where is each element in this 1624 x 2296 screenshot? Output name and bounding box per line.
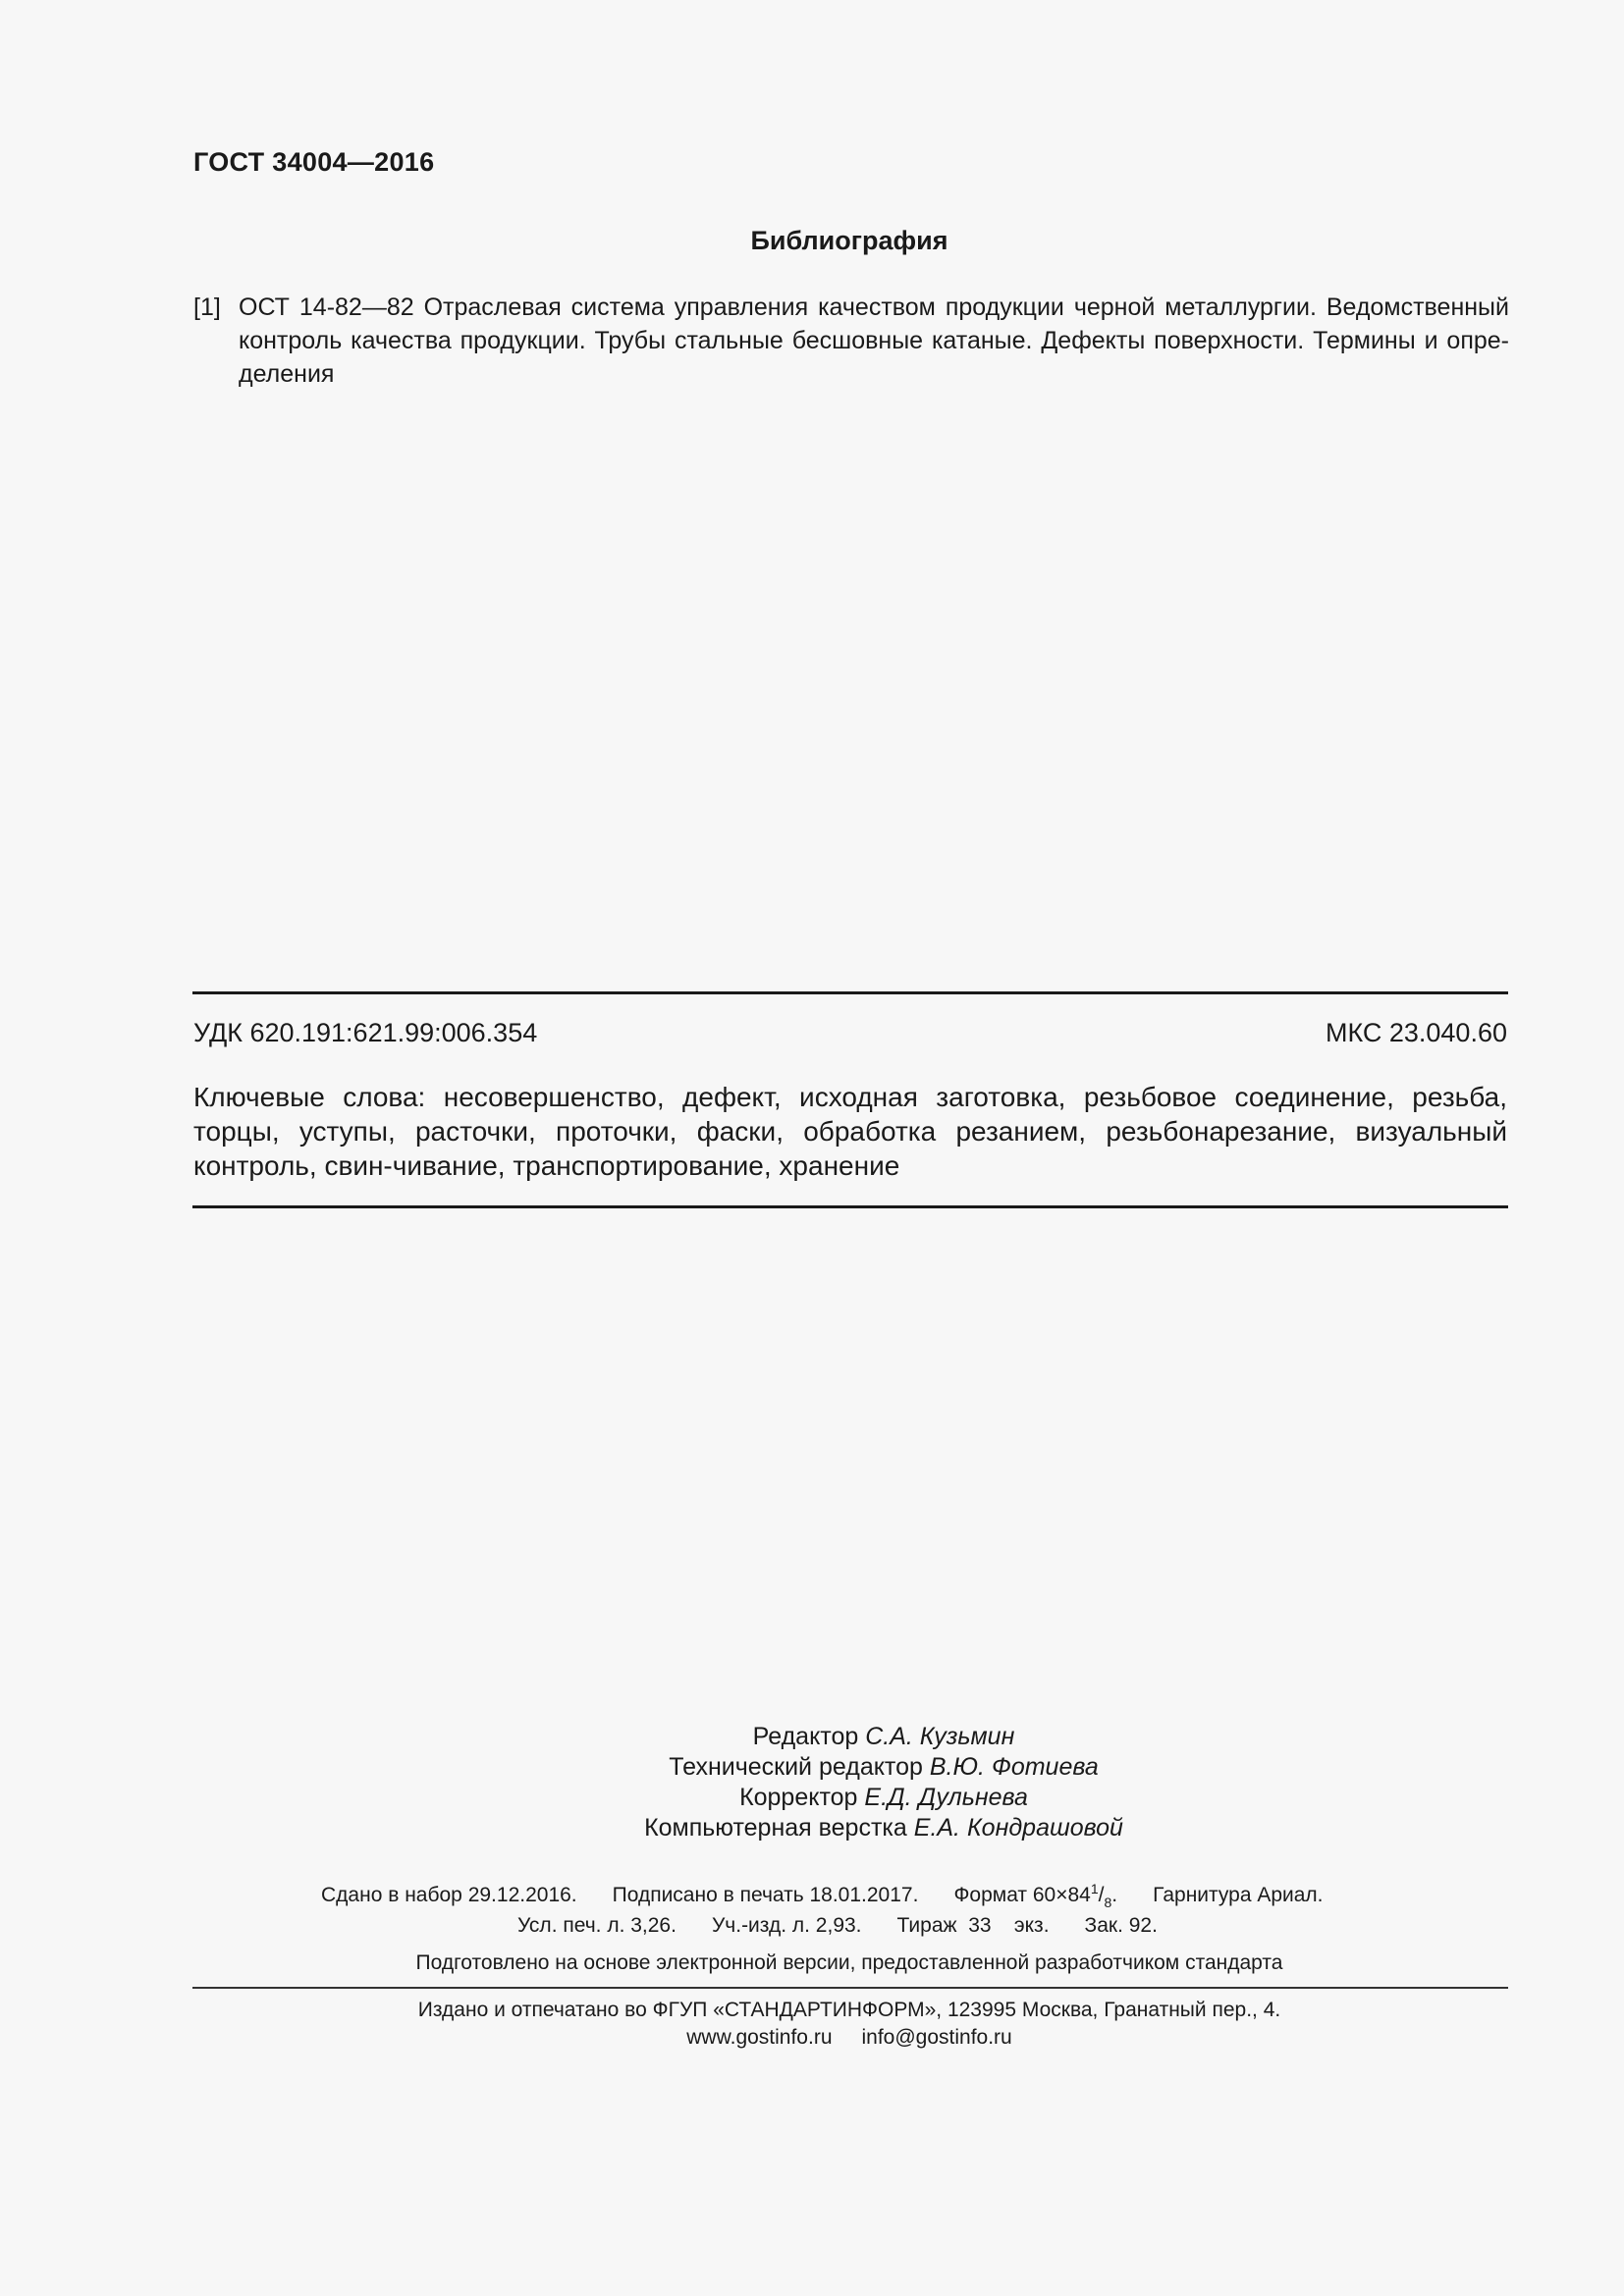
- credit-line: Технический редактор В.Ю. Фотиева: [669, 1753, 1099, 1781]
- divider-publisher: [192, 1987, 1508, 1989]
- prepared-note: Подготовлено на основе электронной версии, предоставленной разработчиком стандарта: [415, 1951, 1283, 1974]
- publisher-links: [0, 2024, 1624, 2052]
- entry-text: ОСТ 14-82—82 Отраслевая система управления качеством продукции черной металлургии. Ведомственный контроль качества продукции. Трубы стальные бесшовные катаные. Дефекты поверхности. Термины и опре-деления: [239, 294, 1509, 388]
- print-info-row: Сдано в набор 29.12.2016. Подписано в печать 18.01.2017. Формат $60\times 84^1/_8$. Гарнитура Ариал.: [321, 1881, 1324, 1910]
- email-link[interactable]: info@gostinfo.ru: [861, 2026, 1012, 2049]
- publisher-line: Издано и отпечатано во ФГУП «СТАНДАРТИНФОРМ», 123995 Москва, Гранатный пер., 4.: [417, 1999, 1281, 2021]
- divider-top: [192, 991, 1508, 994]
- udk-code: УДК 620.191:621.99:006.354: [193, 1018, 538, 1047]
- credits-block: [0, 1722, 1624, 1843]
- classification-row: [193, 1018, 1507, 1048]
- credit-line: Редактор С.А. Кузьмин: [752, 1723, 1015, 1750]
- publisher-block: [0, 1997, 1624, 2052]
- entry-number: [1]: [193, 294, 221, 321]
- divider-bottom: [192, 1205, 1508, 1208]
- mks-code: МКС 23.040.60: [1325, 1018, 1507, 1047]
- credit-line: Компьютерная верстка Е.А. Кондрашовой: [644, 1814, 1123, 1842]
- standard-code: ГОСТ 34004—2016: [193, 147, 435, 177]
- keywords: Ключевые слова: несовершенство, дефект, исходная заготовка, резьбовое соединение, резьба, торцы, уступы, расточки, проточки, фаски, обработка резанием, резьбонарезание, визуальный контроль, свин-чивание, транспортирование, хранение: [193, 1082, 1507, 1181]
- bibliography-title: Библиография: [750, 226, 948, 255]
- print-info-row: Усл. печ. л. 3,26. Уч.-изд. л. 2,93. Тираж 33 экз. Зак. 92.: [517, 1914, 1158, 1937]
- credit-line: Корректор Е.Д. Дульнева: [739, 1784, 1028, 1811]
- print-info: [321, 1877, 1401, 1938]
- bibliography-entry: [193, 291, 1509, 391]
- website-link[interactable]: www.gostinfo.ru: [686, 2026, 833, 2049]
